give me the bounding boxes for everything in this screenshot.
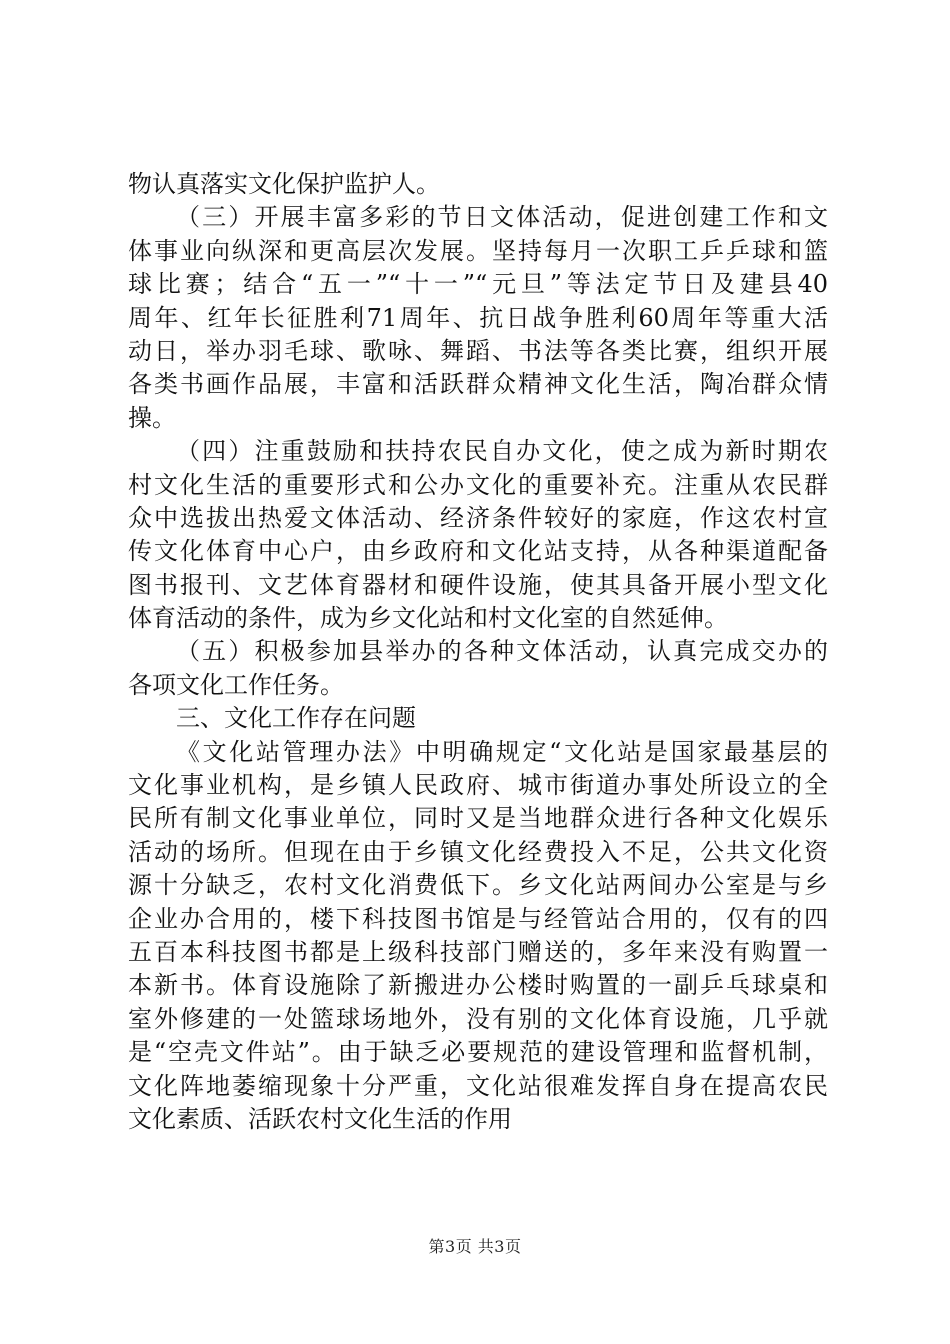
document-body bbox=[128, 168, 828, 1136]
text-line: 村文化生活的重要形式和公办文化的重要补充。注重从农民群 bbox=[128, 470, 828, 499]
text-line: 五百本科技图书都是上级科技部门赠送的，多年来没有购置一 bbox=[128, 937, 828, 966]
text-line: 文化素质、活跃农村文化生活的作用 bbox=[128, 1104, 512, 1133]
text-line: 本新书。体育设施除了新搬进办公楼时购置的一副乒乓球桌和 bbox=[128, 971, 828, 1000]
page-footer: 第3页 共3页 bbox=[428, 1237, 522, 1256]
text-line: 动日，举办羽毛球、歌咏、舞蹈、书法等各类比赛，组织开展 bbox=[128, 336, 828, 365]
text-line: 活动的场所。但现在由于乡镇文化经费投入不足，公共文化资 bbox=[128, 837, 828, 866]
text-line: 周年、红年长征胜利71周年、抗日战争胜利60周年等重大活 bbox=[128, 303, 828, 332]
text-line: 各项文化工作任务。 bbox=[128, 670, 344, 699]
text-line: （五）积极参加县举办的各种文体活动，认真完成交办的 bbox=[176, 637, 828, 666]
text-line: 体事业向纵深和更高层次发展。坚持每月一次职工乒乒球和篮 bbox=[128, 236, 828, 265]
text-line: 球比赛；结合“五一”“十一”“元旦”等法定节日及建县40 bbox=[128, 270, 828, 299]
paragraph-item-3 bbox=[128, 201, 828, 435]
paragraph-item-4 bbox=[128, 435, 828, 635]
text-line: 文化阵地萎缩现象十分严重，文化站很难发挥自身在提高农民 bbox=[128, 1071, 828, 1100]
text-line: 各类书画作品展，丰富和活跃群众精神文化生活，陶冶群众情 bbox=[128, 370, 828, 399]
text-line: 物认真落实文化保护监护人。 bbox=[128, 170, 440, 198]
text-line: 《文化站管理办法》中明确规定“文化站是国家最基层的 bbox=[176, 737, 828, 766]
text-line: 民所有制文化事业单位，同时又是当地群众进行各种文化娱乐 bbox=[128, 804, 828, 833]
text-line: 众中选拔出热爱文体活动、经济条件较好的家庭，作这农村宣 bbox=[128, 503, 828, 532]
heading-text: 三、文化工作存在问题 bbox=[176, 704, 416, 733]
text-line: 图书报刊、文艺体育器材和硬件设施，使其具备开展小型文化 bbox=[128, 570, 828, 599]
text-line: 室外修建的一处篮球场地外，没有别的文化体育设施，几乎就 bbox=[128, 1004, 828, 1033]
text-line: 文化事业机构，是乡镇人民政府、城市街道办事处所设立的全 bbox=[128, 771, 828, 800]
text-line: 是“空壳文件站”。由于缺乏必要规范的建设管理和监督机制， bbox=[128, 1038, 828, 1067]
text-line: 传文化体育中心户，由乡政府和文化站支持，从各种渠道配备 bbox=[128, 537, 828, 566]
text-line: 源十分缺乏，农村文化消费低下。乡文化站两间办公室是与乡 bbox=[128, 871, 828, 900]
paragraph-problems bbox=[128, 736, 828, 1137]
text-line: 体育活动的条件，成为乡文化站和村文化室的自然延伸。 bbox=[128, 604, 728, 633]
text-line: （四）注重鼓励和扶持农民自办文化，使之成为新时期农 bbox=[176, 437, 828, 466]
paragraph-fragment bbox=[128, 168, 828, 201]
paragraph-item-5 bbox=[128, 635, 828, 702]
section-heading bbox=[128, 702, 828, 735]
text-line: 操。 bbox=[128, 403, 176, 432]
text-line: 企业办合用的，楼下科技图书馆是与经管站合用的，仅有的四 bbox=[128, 904, 828, 933]
text-line: （三）开展丰富多彩的节日文体活动，促进创建工作和文 bbox=[176, 203, 828, 232]
